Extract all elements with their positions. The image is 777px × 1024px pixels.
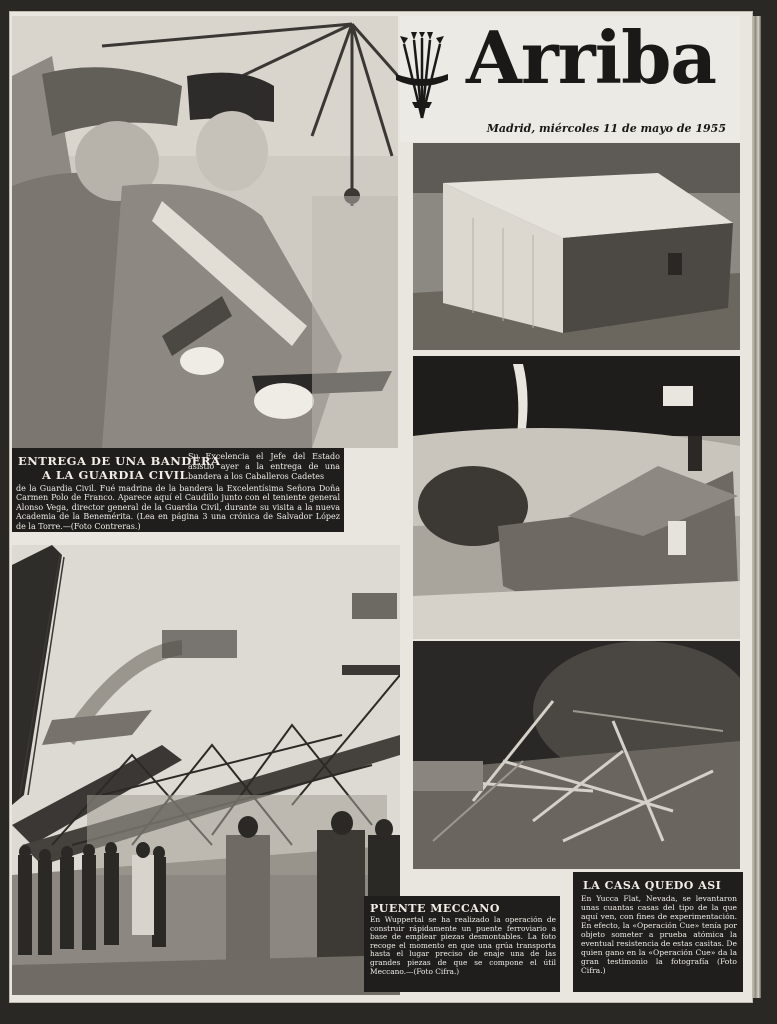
caption-text-body: de la Guardia Civil. Fué madrina de la bandera la Excelentísima Señora Doña Carmen Polo de Franco. Aparece aquí el Caudillo junto con el teniente general Alonso Vega, director general de la Guardia Civil, durante su visita a la nueva Academia de la Benemérita. (Lea en página 3 una crónica de Salvador López de la Torre.—(Foto Contreras.) <box>16 484 340 531</box>
masthead-title: Arriba <box>466 15 717 100</box>
photo-bridge <box>12 545 400 995</box>
photo-officials <box>12 16 398 448</box>
photo-house-before <box>413 143 740 350</box>
caption-casa <box>573 872 743 992</box>
photo-debris <box>413 641 740 869</box>
yoke-and-arrows-logo <box>390 32 454 124</box>
caption-text-puente: En Wuppertal se ha realizado la operación de construir rápidamente un puente ferroviario a base de emplear piezas desmontables. La foto recoge el momento en que una grúa transporta hasta el lugar preciso de enaje una de las grandes piezas de que se compone el útil Meccano.—(Foto Cifra.) <box>370 915 556 976</box>
headline-line1: ENTREGA DE UNA BANDERA <box>18 454 221 468</box>
masthead-dateline: Madrid, miércoles 11 de mayo de 1955 <box>486 122 726 135</box>
photo-house-blast <box>413 356 740 639</box>
caption-guardia-civil <box>12 448 344 532</box>
page-edge <box>752 16 761 998</box>
masthead <box>400 16 740 142</box>
caption-text-right: Su Excelencia el Jefe del Estado asistió ayer a la entrega de una bandera a los Caballeros Cadetes <box>188 452 340 481</box>
headline-casa: LA CASA QUEDO ASI <box>583 879 722 892</box>
headline-puente: PUENTE MECCANO <box>370 902 500 915</box>
caption-puente-meccano <box>364 896 560 992</box>
headline-line2: A LA GUARDIA CIVIL <box>42 468 189 482</box>
caption-text-casa: En Yucca Flat, Nevada, se levantaron unas cuantas casas del tipo de la que aquí ven, con fines de experimentación. En efecto, la «Operación Cue» tenía por objeto someter a prueba atómica la eventual resistencia de estas casitas. De quien gano en la «Operación Cue» da la gran testimonio la fotografía (Foto Cifra.) <box>581 894 737 975</box>
